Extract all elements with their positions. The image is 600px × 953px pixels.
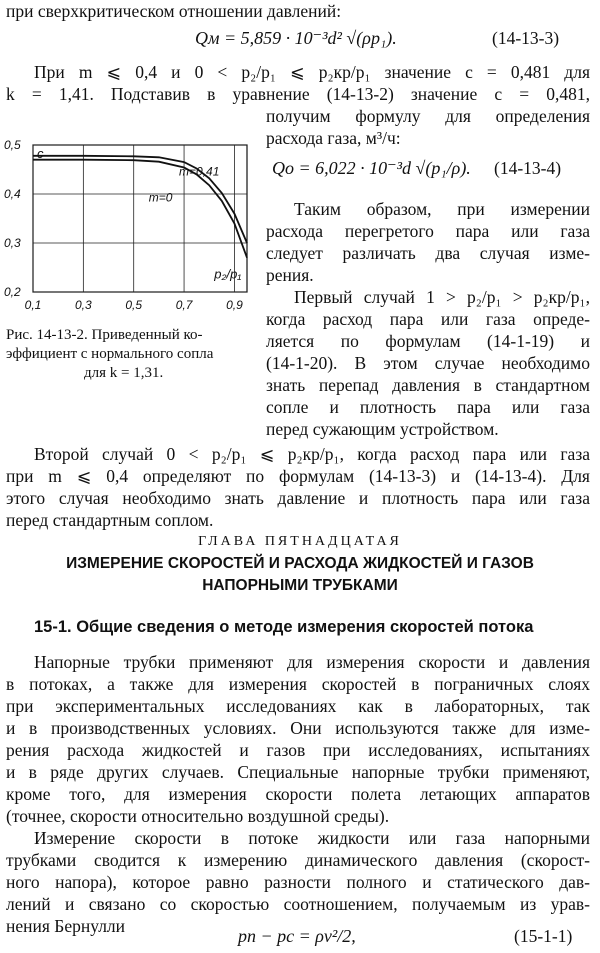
text-line: Таким образом, при измерении	[294, 199, 590, 219]
equation-number: (14-13-4)	[494, 158, 562, 178]
x-tick-label: 0,3	[75, 298, 92, 312]
text-line: Второй случай 0 < p₂/p₁ ⩽ p₂кр/p₁, когда расход пара или газа	[34, 444, 590, 464]
text-line: кроме того, для измерения скорости полета летающих аппаратов	[6, 784, 590, 804]
text-line: нения Бернулли	[6, 916, 126, 936]
text-line: при сверхкритическом отношении давлений:	[6, 1, 342, 21]
y-tick-label: 0,2	[4, 285, 21, 299]
text-line: при экспериментальных исследованиях как в лабораторных, так	[6, 696, 590, 716]
text-line: ного напора), которое равно разности полного и статического дав-	[6, 872, 590, 892]
text-line: когда расход пара или газа опреде-	[266, 309, 590, 329]
series-label: m=0,41	[179, 164, 220, 179]
text-line: и в производственных условиях. Они используются также для изме-	[6, 718, 590, 738]
text-line: следует различать два случая изме-	[266, 243, 590, 263]
text-line: получим формулу для определения	[266, 106, 590, 126]
text-line: сопле и плотность пара или газа	[266, 397, 590, 417]
text-line: k = 1,41. Подставив в уравнение (14-13-2) значение c = 0,481,	[6, 84, 590, 104]
text-line: перед стандартным соплом.	[6, 510, 214, 530]
x-tick-label: 0,7	[175, 298, 193, 312]
text-line: Напорные трубки применяют для измерения скорости и давления	[34, 652, 590, 672]
text-line: рения расхода жидкостей и газов при исследованиях, испытаниях	[6, 740, 590, 760]
x-tick-label: 0,5	[125, 298, 143, 312]
x-tick-label: 0,9	[226, 298, 243, 312]
text-line: (14-1-20). В этом случае необходимо	[266, 353, 590, 373]
text-line: трубками сводится к измерению динамического давления (скорост-	[6, 850, 590, 870]
text-line: Первый случай 1 > p₂/p₁ > p₂кр/p₁,	[294, 287, 590, 307]
text-line: при m ⩽ 0,4 определяют по формулам (14-13-3) и (14-13-4). Для	[6, 466, 590, 486]
x-axis-label: p₂/p₁	[214, 266, 242, 282]
chapter-title: ИЗМЕРЕНИЕ СКОРОСТЕЙ И РАСХОДА ЖИДКОСТЕЙ И ГАЗОВ	[66, 555, 534, 572]
text-line: перед сужающим устройством.	[266, 419, 499, 439]
series-label: m=0	[148, 190, 173, 205]
y-tick-label: 0,4	[4, 187, 21, 201]
chapter-label: ГЛАВА ПЯТНАДЦАТАЯ	[198, 534, 402, 549]
text-line: рения.	[266, 265, 314, 285]
text-line: и в ряде других случаев. Специальные напорные трубки применяют,	[6, 762, 590, 782]
text-line: лений и связано со скоростью соотношением, получаемым из урав-	[6, 894, 590, 914]
equation-number: (14-13-3)	[492, 28, 560, 48]
text-line: При m ⩽ 0,4 и 0 < p₂/p₁ ⩽ p₂кр/p₁ значение c = 0,481 для	[34, 62, 590, 82]
text-line: в потоках, а также для измерения скоростей в пограничных слоях	[6, 674, 590, 694]
figure-caption-line: эффициент c нормального сопла	[6, 346, 214, 362]
text-line: расхода газа, м³/ч:	[266, 128, 401, 148]
text-line: (точнее, скорости относительно воздушной среды).	[6, 806, 390, 826]
text-line: знать перепад давления в стандартном	[266, 375, 590, 395]
equation-number: (15-1-1)	[514, 926, 573, 946]
text-line: ляется по формулам (14-1-19) и	[266, 331, 590, 351]
x-tick-label: 0,1	[24, 298, 42, 312]
y-axis-label: c	[37, 146, 44, 161]
y-tick-label: 0,5	[4, 138, 21, 152]
y-tick-label: 0,3	[4, 236, 21, 250]
text-line: расхода перегретого пара или газа	[266, 221, 590, 241]
text-line: этого случая необходимо знать давление и плотность пара или газа	[6, 488, 590, 508]
equation-14-13-3: Qм = 5,859 · 10⁻³d² √(ρp₁).	[195, 28, 397, 48]
coefficient-chart	[0, 130, 260, 320]
equation-14-13-4: Qо = 6,022 · 10⁻³d √(p₁/ρ).	[272, 158, 471, 178]
chapter-title: НАПОРНЫМИ ТРУБКАМИ	[202, 577, 398, 594]
equation-15-1-1: pп − pс = ρv²/2,	[238, 926, 356, 946]
chart-labels	[4, 138, 243, 312]
figure-caption-line: Рис. 14-13-2. Приведенный ко-	[6, 327, 203, 343]
figure-caption-line: для k = 1,31.	[84, 365, 164, 381]
text-line: Измерение скорости в потоке жидкости или газа напорными	[34, 828, 590, 848]
section-heading: 15-1. Общие сведения о методе измерения скоростей потока	[34, 618, 534, 636]
